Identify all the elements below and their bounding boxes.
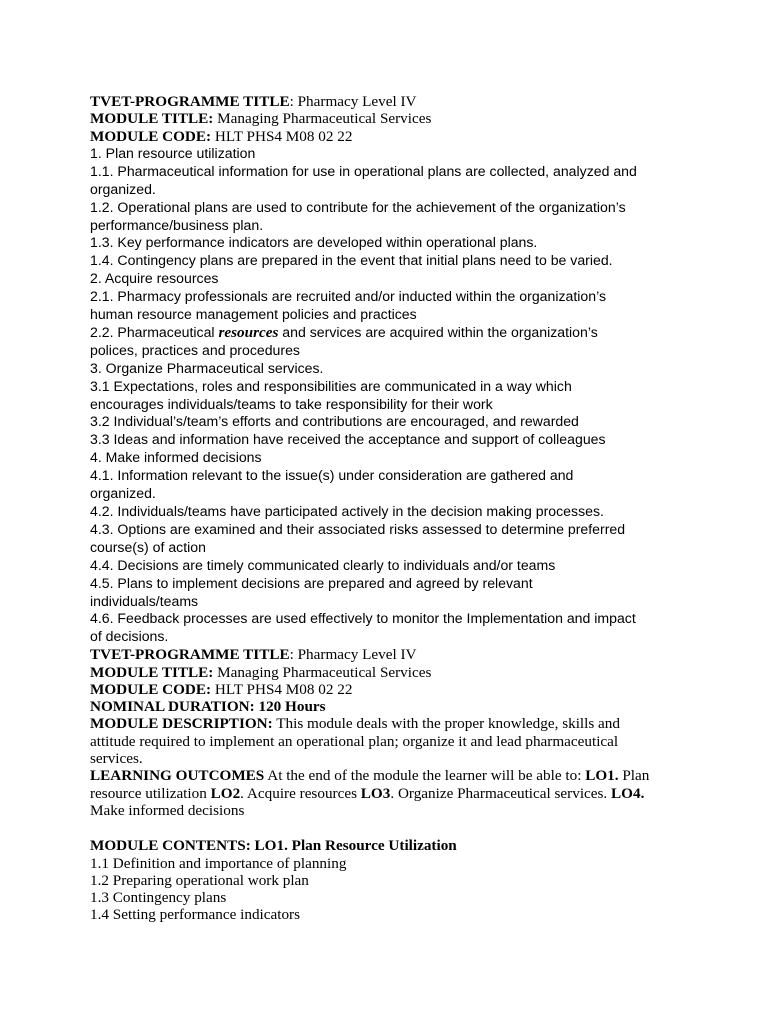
contents-item: 1.2 Preparing operational work plan — [90, 871, 309, 889]
outcomes-text: . Acquire resources — [240, 784, 361, 802]
outline-text: and services are acquired within the organization’s — [278, 323, 598, 340]
lo3-label: LO3 — [360, 784, 391, 802]
contents-item: 1.4 Setting performance indicators — [90, 906, 301, 924]
outline-line: 4.2. Individuals/teams have participated actively in the decision making processes. — [90, 503, 604, 520]
nominal-duration-line — [90, 698, 690, 715]
outline-line: 1.4. Contingency plans are prepared in the event that initial plans need to be varied. — [90, 252, 613, 269]
module-contents-title: MODULE CONTENTS: LO1. Plan Resource Utilization — [90, 837, 457, 855]
module-title-line — [90, 110, 690, 127]
outline-line: 4. Make informed decisions — [90, 449, 262, 466]
learning-outcomes-label: LEARNING OUTCOMES — [90, 767, 265, 785]
outline-line: organized. — [90, 485, 156, 502]
outline-line: 4.3. Options are examined and their associated risks assessed to determine preferred — [90, 520, 626, 537]
outline-line: 3.3 Ideas and information have received the acceptance and support of colleagues — [90, 431, 606, 448]
resources-emphasis: resources — [218, 323, 279, 341]
programme-title-label: TVET-PROGRAMME TITLE — [90, 93, 290, 110]
lo4-label: LO4. — [611, 784, 645, 802]
outcomes-text: resource utilization — [90, 784, 211, 802]
module-description-label: MODULE DESCRIPTION: — [90, 715, 273, 733]
outcomes-text: At the end of the module the learner will be able to: — [264, 767, 586, 785]
programme-title-line — [90, 646, 690, 663]
contents-item: 1.3 Contingency plans — [90, 889, 227, 907]
module-description — [90, 715, 690, 767]
learning-outcomes — [90, 767, 690, 819]
outcomes-text: . Organize Pharmaceutical services. — [390, 784, 612, 802]
module-code-line — [90, 681, 690, 698]
lo1-label: LO1. — [585, 767, 619, 785]
module-code-label: MODULE CODE: — [90, 680, 212, 698]
module-contents-heading — [90, 837, 690, 854]
nominal-duration: NOMINAL DURATION: 120 Hours — [90, 698, 326, 716]
outline-line: organized. — [90, 180, 156, 197]
module-title-line — [90, 664, 690, 681]
outline-line: course(s) of action — [90, 538, 206, 555]
module-title-value: Managing Pharmaceutical Services — [213, 663, 432, 681]
outline-line: 1. Plan resource utilization — [90, 144, 256, 161]
outline-line: polices, practices and procedures — [90, 341, 300, 358]
module-title-value: Managing Pharmaceutical Services — [213, 110, 432, 128]
programme-title-line — [90, 93, 690, 110]
programme-title-label: TVET-PROGRAMME TITLE — [90, 646, 290, 664]
outline-line: human resource management policies and practices — [90, 306, 417, 323]
module-title-label: MODULE TITLE: — [90, 663, 214, 681]
outline-text: 2.2. Pharmaceutical — [90, 323, 219, 340]
outline-line: 2. Acquire resources — [90, 270, 219, 287]
outline-line: encourages individuals/teams to take responsibility for their work — [90, 395, 493, 412]
contents-item: 1.1 Definition and importance of planning — [90, 854, 347, 872]
outline-line: 2.1. Pharmacy professionals are recruited and/or inducted within the organization’s — [90, 288, 607, 305]
outline-line — [90, 324, 690, 342]
lo2-label: LO2 — [210, 784, 241, 802]
module-code-value: HLT PHS4 M08 02 22 — [211, 680, 353, 698]
module-description-text: attitude required to implement an operational plan; organize it and lead pharmaceutical — [90, 732, 619, 750]
document-page — [90, 93, 690, 924]
programme-title-value: : Pharmacy Level IV — [289, 93, 417, 110]
outline-line: 3.1 Expectations, roles and responsibilities are communicated in a way which — [90, 377, 572, 394]
outline-line: 3.2 Individual’s/team’s efforts and contributions are encouraged, and rewarded — [90, 413, 579, 430]
outcomes-text: Plan — [618, 767, 650, 785]
module-code-line — [90, 128, 690, 145]
outline-line: 1.1. Pharmaceutical information for use in operational plans are collected, analyzed and — [90, 162, 637, 179]
module-title-label: MODULE TITLE: — [90, 110, 214, 128]
outline-line: 1.2. Operational plans are used to contribute for the achievement of the organization’s — [90, 198, 626, 215]
outline-line: 4.6. Feedback processes are used effectively to monitor the Implementation and impact — [90, 610, 636, 627]
outline-line: 4.1. Information relevant to the issue(s) under consideration are gathered and — [90, 467, 574, 484]
outcomes-text: Make informed decisions — [90, 801, 245, 819]
outline-line: individuals/teams — [90, 592, 199, 609]
outline-line: 4.5. Plans to implement decisions are prepared and agreed by relevant — [90, 574, 533, 591]
module-description-text: This module deals with the proper knowledge, skills and — [272, 715, 620, 733]
outline-line: of decisions. — [90, 628, 169, 645]
outline-line: 3. Organize Pharmaceutical services. — [90, 359, 324, 376]
module-code-value: HLT PHS4 M08 02 22 — [211, 127, 353, 145]
outline-line: 4.4. Decisions are timely communicated clearly to individuals and/or teams — [90, 556, 556, 573]
outline-line: 1.3. Key performance indicators are developed within operational plans. — [90, 234, 538, 251]
blank-line — [90, 819, 690, 837]
module-code-label: MODULE CODE: — [90, 127, 212, 145]
outline-line: performance/business plan. — [90, 216, 264, 233]
module-description-text: services. — [90, 750, 143, 768]
programme-title-value: : Pharmacy Level IV — [289, 646, 417, 664]
